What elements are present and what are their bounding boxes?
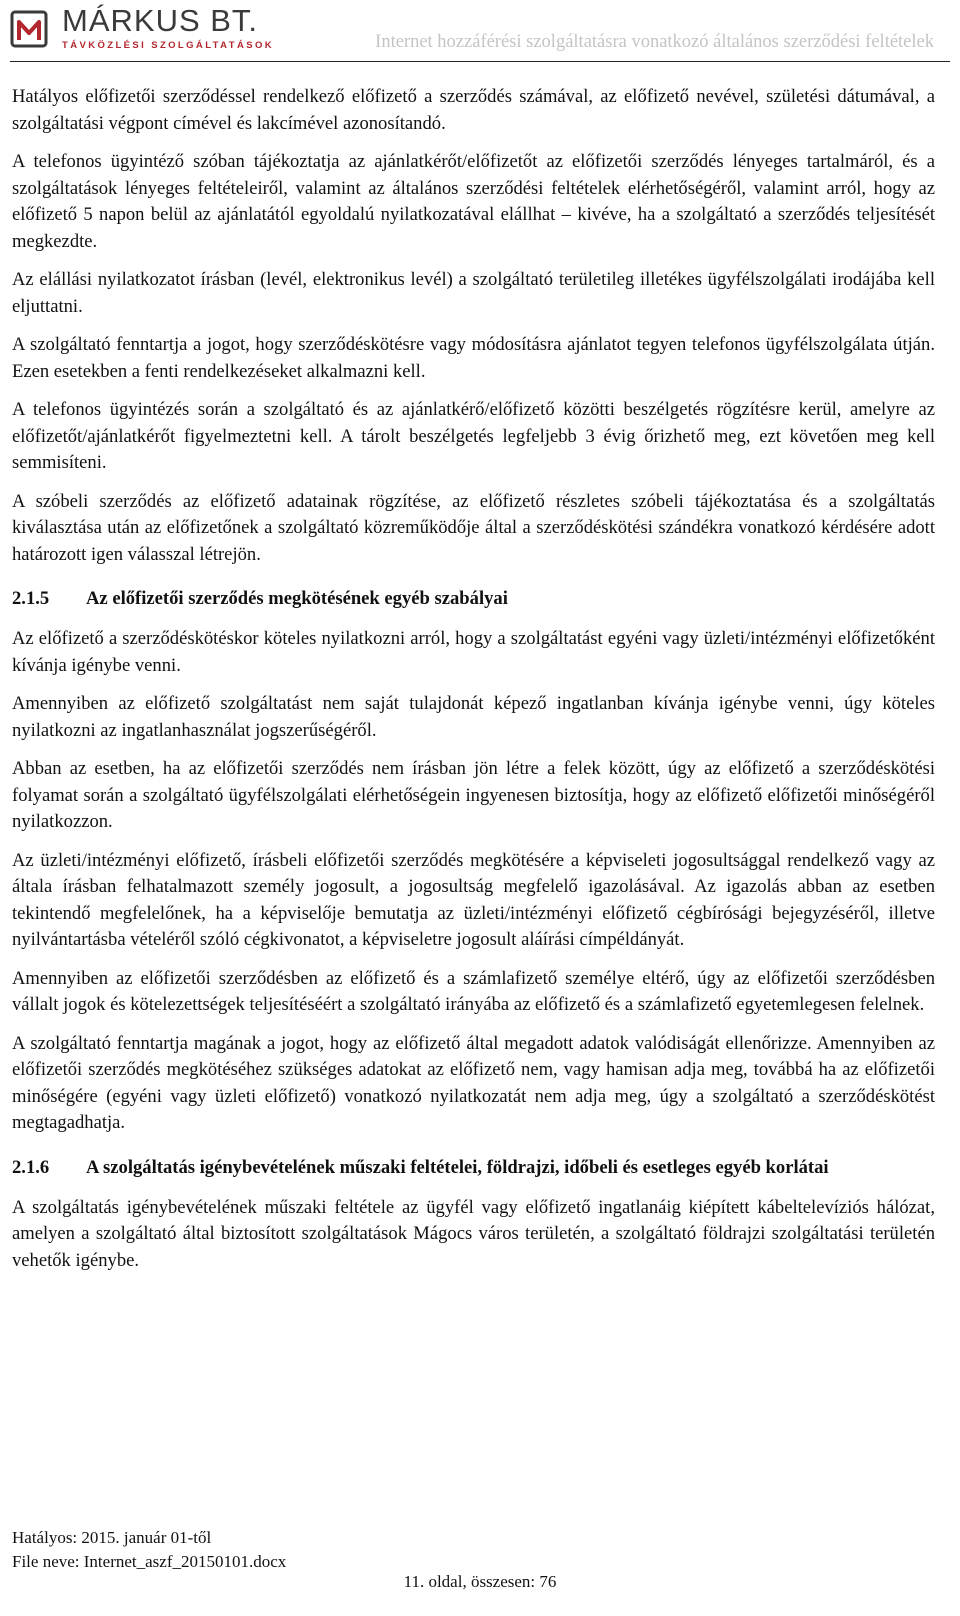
paragraph: Az üzleti/intézményi előfizető, írásbeli előfizetői szerződés megkötésére a képviseleti jogosultsággal rendelkező vagy az általa írásban felhatalmazott személy jogosult, a jogosultság megfelelő igazolásával. Az igazolás abban az esetben tekintendő megfelelőnek, ha a képviselője bemutatja az üzleti/intézményi előfizető cégbírósági bejegyzéséről, illetve nyilvántartásba vételéről szóló cégkivonatot, a képviseletre jogosult aláírási címpéldányát. (12, 849, 935, 950)
section-title: A szolgáltatás igénybevételének műszaki feltételei, földrajzi, időbeli és esetleges egyéb korlátai (86, 1156, 829, 1178)
paragraph: Abban az esetben, ha az előfizetői szerződés nem írásban jön létre a felek között, úgy az előfizető a szerződéskötési folyamat során a szolgáltató ügyfélszolgálati elérhetőségein ingyenesen biztosítja, hogy az előfizető előfizetői minőségéről nyilatkozzon. (12, 758, 935, 832)
paragraph: Amennyiben az előfizetői szerződésben az előfizető és a számlafizető személye eltérő, úgy az előfizetői szerződésben vállalt jogok és kötelezettségek teljesítéséért a szolgáltató irányába az előfizető és a számlafizető egyetemlegesen felelnek. (12, 967, 935, 1015)
document-body (12, 84, 935, 1286)
paragraph: A szolgáltató fenntartja a jogot, hogy szerződéskötésre vagy módosításra ajánlatot tegyen telefonos ügyfélszolgálata útján. Ezen esetekben a fenti rendelkezéseket alkalmazni kell. (12, 334, 935, 382)
page-header (0, 0, 960, 64)
logo-subtitle: TÁVKÖZLÉSI SZOLGÁLTATÁSOK (62, 40, 274, 51)
logo-mark-icon (10, 8, 50, 50)
paragraph: Amennyiben az előfizető szolgáltatást nem saját tulajdonát képező ingatlanban kívánja igénybe venni, úgy köteles nyilatkozni az ingatlanhasználat jogszerűségéről. (12, 693, 935, 741)
company-logo (10, 3, 274, 56)
page-footer (12, 1526, 286, 1574)
paragraph: A telefonos ügyintézés során a szolgáltató és az ajánlatkérő/előfizető közötti beszélgetés rögzítésre kerül, amelyre az előfizetőt/ajánlatkérőt figyelmeztetni kell. A tárolt beszélgetés legfeljebb 3 évig őrizhető meg, ezt követően meg kell semmisíteni. (12, 399, 935, 473)
paragraph: Hatályos előfizetői szerződéssel rendelkező előfizető a szerződés számával, az előfizető nevével, születési dátumával, a szolgáltatási végpont címével és lakcímével azonosítandó. (12, 86, 935, 134)
header-divider (10, 61, 950, 62)
footer-filename: File neve: Internet_aszf_20150101.docx (12, 1552, 287, 1571)
running-title: Internet hozzáférési szolgáltatásra vonatkozó általános szerződési feltételek (375, 32, 934, 52)
footer-effective-date: Hatályos: 2015. január 01-től (12, 1528, 212, 1547)
section-heading-2-1-5 (12, 584, 935, 614)
page-number: 11. oldal, összesen: 76 (403, 1572, 557, 1591)
section-number: 2.1.6 (12, 1156, 50, 1178)
paragraph: A szolgáltató fenntartja magának a jogot, hogy az előfizető által megadott adatok valódiságát ellenőrizze. Amennyiben az előfizetői szerződés megkötéséhez szükséges adatokat az előfizető nem, vagy hamisan adja meg, továbbá ha az előfizetői minőségére (egyéni vagy üzleti előfizető) vonatkozó nyilatkozatát nem adja meg, úgy a szolgáltató a szerződéskötést megtagadhatja. (12, 1032, 935, 1133)
paragraph: A telefonos ügyintéző szóban tájékoztatja az ajánlatkérőt/előfizetőt az előfizetői szerződés lényeges tartalmáról, és a szolgáltatások lényeges feltételeiről, valamint az általános szerződési feltételek elérhetőségéről, valamint arról, hogy az előfizető 5 napon belül az ajánlatától egyoldalú nyilatkozatával elállhat – kivéve, ha a szolgáltató a szerződés teljesítését megkezdte. (12, 151, 935, 252)
paragraph: A szolgáltatás igénybevételének műszaki feltétele az ügyfél vagy előfizető ingatlanáig kiépített kábeltelevíziós hálózat, amelyen a szolgáltató által biztosított szolgáltatások Mágocs város területén, a szolgáltató földrajzi szolgáltatási területén vehetők igénybe. (12, 1196, 935, 1271)
section-number: 2.1.5 (12, 588, 50, 609)
paragraph: Az elállási nyilatkozatot írásban (levél, elektronikus levél) a szolgáltató területileg illetékes ügyfélszolgálati irodájába kell eljuttatni. (12, 269, 935, 317)
section-heading-2-1-6 (12, 1153, 935, 1183)
logo-name: MÁRKUS BT. (62, 3, 259, 38)
section-title: Az előfizetői szerződés megkötésének egyéb szabályai (86, 588, 508, 609)
paragraph: Az előfizető a szerződéskötéskor köteles nyilatkozni arról, hogy a szolgáltatást egyéni vagy üzleti/intézményi előfizetőként kívánja igénybe venni. (12, 628, 935, 676)
paragraph: A szóbeli szerződés az előfizető adatainak rögzítése, az előfizető részletes szóbeli tájékoztatása és a szolgáltatás kiválasztása után az előfizetőnek a szolgáltató közreműködője által a szerződéskötési szándékra vonatkozó kérdésére adott határozott igen válasszal létrejön. (12, 490, 935, 565)
